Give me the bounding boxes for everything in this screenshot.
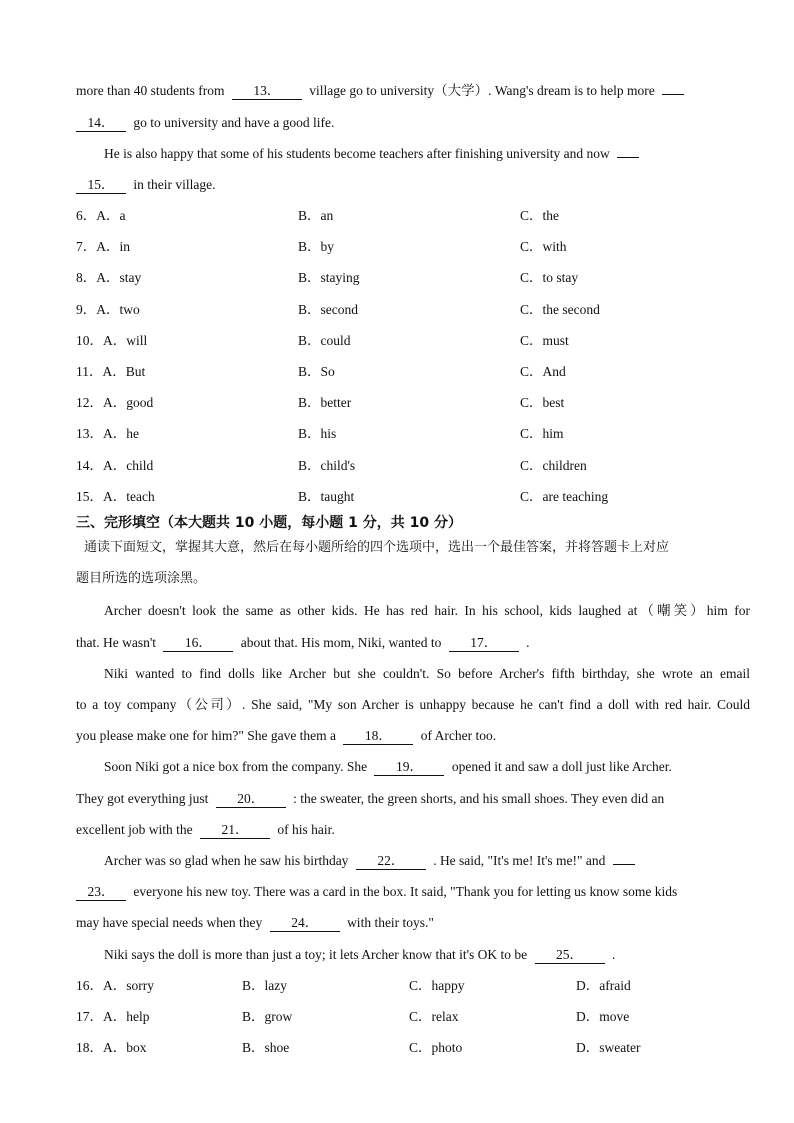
passage-text: excellent job with the [76,822,193,837]
option-b: B．lazy [242,978,287,993]
option-c: C．happy [409,978,465,993]
option-b: B．better [298,395,352,411]
option-d: D．sweater [576,1040,641,1056]
passage-text: everyone his new toy. There was a card in the box. It said, "Thank you for letting us know some kids [133,884,678,899]
passage-line [76,726,744,746]
blank-16: 16． [163,635,233,652]
option-c: C．the second [520,301,600,317]
passage-text: may have special needs when they [76,915,263,930]
option-b: B．an [298,208,334,223]
option-a: 14．A．child [76,457,154,473]
option-c: C．And [520,364,566,379]
passage-text: more than 40 students from [76,83,225,98]
option-d: D．afraid [576,978,631,993]
blank-19: 19． [374,759,444,776]
passage-text: that. He wasn't [76,635,157,650]
blank-18: 18． [343,728,413,745]
passage-line [76,113,744,133]
option-a: 18．A．box [76,1040,147,1056]
passage-text: go to university and have a good life. [133,115,335,130]
option-b: B．shoe [242,1040,290,1056]
section-heading: 三、完形填空（本大题共 10 小题，每小题 1 分，共 10 分） [76,515,462,531]
instruction-text: 题目所选的选项涂黑。 [76,571,207,586]
question-row [76,424,744,444]
passage-text: : the sweater, the green shorts, and his small shoes. They even did an [293,791,665,806]
option-c: C．are teaching [520,488,609,504]
blank-13: 13． [232,83,302,100]
passage-text: . He said, "It's me! It's me!" and [433,853,606,868]
passage-text: you please make one for him?" She gave them a [76,728,337,743]
option-a: 9．A．two [76,301,140,317]
option-c: C．relax [409,1009,459,1025]
passage-line: to a toy company（公司）. She said, "My son Archer is unhappy because he can't find a doll with red hair. Could [76,697,750,712]
option-a: 16．A．sorry [76,978,154,993]
option-b: B．by [298,239,335,255]
option-a: 17．A．help [76,1009,150,1025]
passage-text: of his hair. [277,822,335,837]
passage-text: of Archer too. [420,728,497,743]
option-a: 15．A．teach [76,488,155,504]
blank-14: 14． [76,115,126,132]
option-a: 10．A．will [76,332,148,348]
blank-25: 25． [535,947,605,964]
option-b: B．child's [298,457,356,473]
option-c: C．best [520,395,565,411]
blank-21: 21． [200,822,270,839]
passage-line [76,81,744,101]
passage-line [104,757,744,777]
option-a: 12．A．good [76,395,154,411]
question-row [76,331,744,351]
option-a: 6．A．a [76,208,126,223]
passage-text: He is also happy that some of his students become teachers after finishing university and now [104,146,610,161]
passage-text: about that. His mom, Niki, wanted to [240,635,442,650]
passage-text: Soon Niki got a nice box from the company. She [104,759,368,774]
option-c: C．to stay [520,270,579,286]
question-row [76,1007,744,1027]
passage-line: Archer doesn't look the same as other kids. He has red hair. In his school, kids laughed at（嘲笑）him for [104,603,750,618]
question-row [76,268,744,288]
passage-text: They got everything just [76,791,209,806]
passage-text: village go to university（大学）. Wang's dream is to help more [309,83,655,98]
option-c: C．him [520,426,564,442]
passage-text: . [526,635,530,650]
blank-line [662,94,684,95]
question-row [76,362,744,382]
passage-text: in their village. [133,177,216,192]
question-row [76,393,744,413]
option-b: B．could [298,332,351,348]
option-a: 8．A．stay [76,270,142,286]
blank-20: 20． [216,791,286,808]
passage-text: opened it and saw a doll just like Archer. [451,759,672,774]
option-b: B．staying [298,270,360,286]
question-row [76,300,744,320]
option-b: B．taught [298,488,355,504]
option-b: B．second [298,301,358,317]
option-a: 11．A．But [76,364,146,379]
option-a: 13．A．he [76,426,139,442]
blank-line [613,864,635,865]
passage-line [76,789,744,809]
option-b: B．his [298,426,337,442]
passage-line [76,882,744,902]
blank-22: 22． [356,853,426,870]
blank-15: 15． [76,177,126,194]
option-d: D．move [576,1009,630,1025]
passage-line [104,945,744,965]
question-row [76,1038,744,1058]
blank-17: 17． [449,635,519,652]
option-c: C．the [520,208,559,223]
passage-line [76,633,744,653]
passage-text: . [611,947,616,962]
passage-text: with their toys." [347,915,434,930]
instruction-text: 通读下面短文，掌握其大意，然后在每小题所给的四个选项中，选出一个最佳答案，并将答题卡上对应 [84,540,670,555]
option-c: C．children [520,457,587,473]
blank-line [617,157,639,158]
blank-24: 24． [270,915,340,932]
blank-23: 23． [76,884,126,901]
question-row [76,237,744,257]
passage-line: Niki wanted to find dolls like Archer but she couldn't. So before Archer's fifth birthday, she wrote an email [104,666,750,681]
question-row [76,206,744,226]
question-row [76,456,744,476]
option-c: C．must [520,332,569,348]
passage-line [104,144,744,164]
option-c: C．with [520,239,567,255]
option-a: 7．A．in [76,239,130,255]
passage-line [104,851,744,871]
option-c: C．photo [409,1040,463,1056]
question-row [76,487,744,507]
option-b: B．So [298,364,335,379]
option-b: B．grow [242,1009,293,1025]
passage-line [76,175,744,195]
passage-line [76,820,744,840]
passage-text: Niki says the doll is more than just a toy; it lets Archer know that it's OK to be [104,947,528,962]
question-row [76,976,744,996]
passage-line [76,913,744,933]
passage-text: Archer was so glad when he saw his birthday [104,853,349,868]
